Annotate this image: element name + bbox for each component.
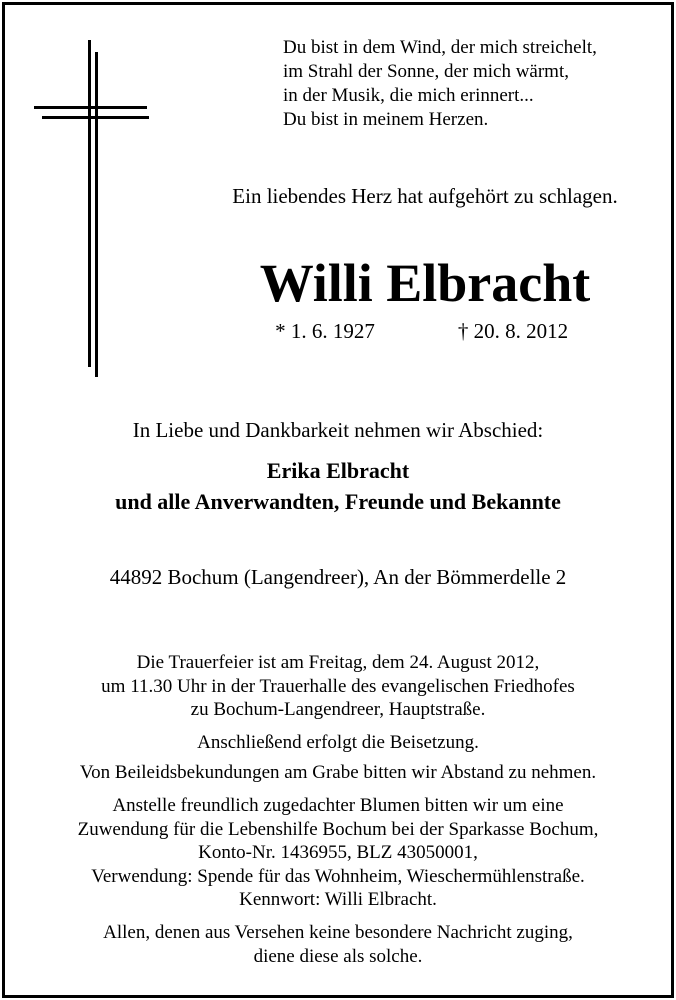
burial-line: Anschließend erfolgt die Beisetzung.: [197, 732, 479, 753]
donation-line: Verwendung: Spende für das Wohnheim, Wieschermühlenstraße.: [91, 865, 585, 887]
donation-line: Konto-Nr. 1436955, BLZ 43050001,: [198, 842, 478, 863]
poem-line: in der Musik, die mich erinnert...: [283, 85, 534, 106]
heading: Ein liebendes Herz hat aufgehört zu schlagen.: [232, 184, 618, 208]
ceremony-line: Die Trauerfeier ist am Freitag, dem 24. August 2012,: [136, 652, 540, 673]
ceremony-line: zu Bochum-Langendreer, Hauptstraße.: [190, 699, 486, 720]
birth-date: * 1. 6. 1927: [275, 319, 375, 343]
condolences-note: [8, 761, 668, 785]
ceremony-line: um 11.30 Uhr in der Trauerhalle des evangelischen Friedhofes: [101, 675, 575, 697]
cross-horizontal-bar: [34, 106, 147, 109]
mourner-group: und alle Anverwandten, Freunde und Bekannte: [115, 489, 561, 514]
poem-line: Du bist in meinem Herzen.: [283, 109, 489, 130]
cross-horizontal-bar: [42, 116, 149, 119]
burial-info: [8, 731, 668, 755]
address: 44892 Bochum (Langendreer), An der Bömmerdelle 2: [109, 565, 567, 589]
cross-vertical-bar: [95, 52, 98, 377]
apology-note: [8, 921, 668, 968]
donation-info: [8, 794, 668, 912]
apology-line: Allen, denen aus Versehen keine besondere Nachricht zuging,: [103, 922, 573, 943]
farewell-line: In Liebe und Dankbarkeit nehmen wir Abschied:: [132, 418, 544, 442]
mourner-name: Erika Elbracht: [266, 458, 410, 483]
poem: [283, 36, 653, 132]
condolences-line: Von Beileidsbekundungen am Grabe bitten wir Abstand zu nehmen.: [79, 762, 597, 783]
ceremony-info: [8, 651, 668, 722]
apology-line: diene diese als solche.: [253, 945, 423, 967]
cross-vertical-bar: [88, 40, 91, 367]
poem-line: im Strahl der Sonne, der mich wärmt,: [283, 61, 569, 82]
donation-line: Anstelle freundlich zugedachter Blumen bitten wir um eine: [112, 795, 564, 816]
donation-line: Kennwort: Willi Elbracht.: [239, 889, 437, 910]
death-date: † 20. 8. 2012: [457, 319, 569, 343]
donation-line: Zuwendung für die Lebenshilfe Bochum bei der Sparkasse Bochum,: [77, 818, 599, 840]
deceased-name: Willi Elbracht: [259, 253, 591, 313]
poem-line: Du bist in dem Wind, der mich streichelt,: [283, 37, 597, 58]
